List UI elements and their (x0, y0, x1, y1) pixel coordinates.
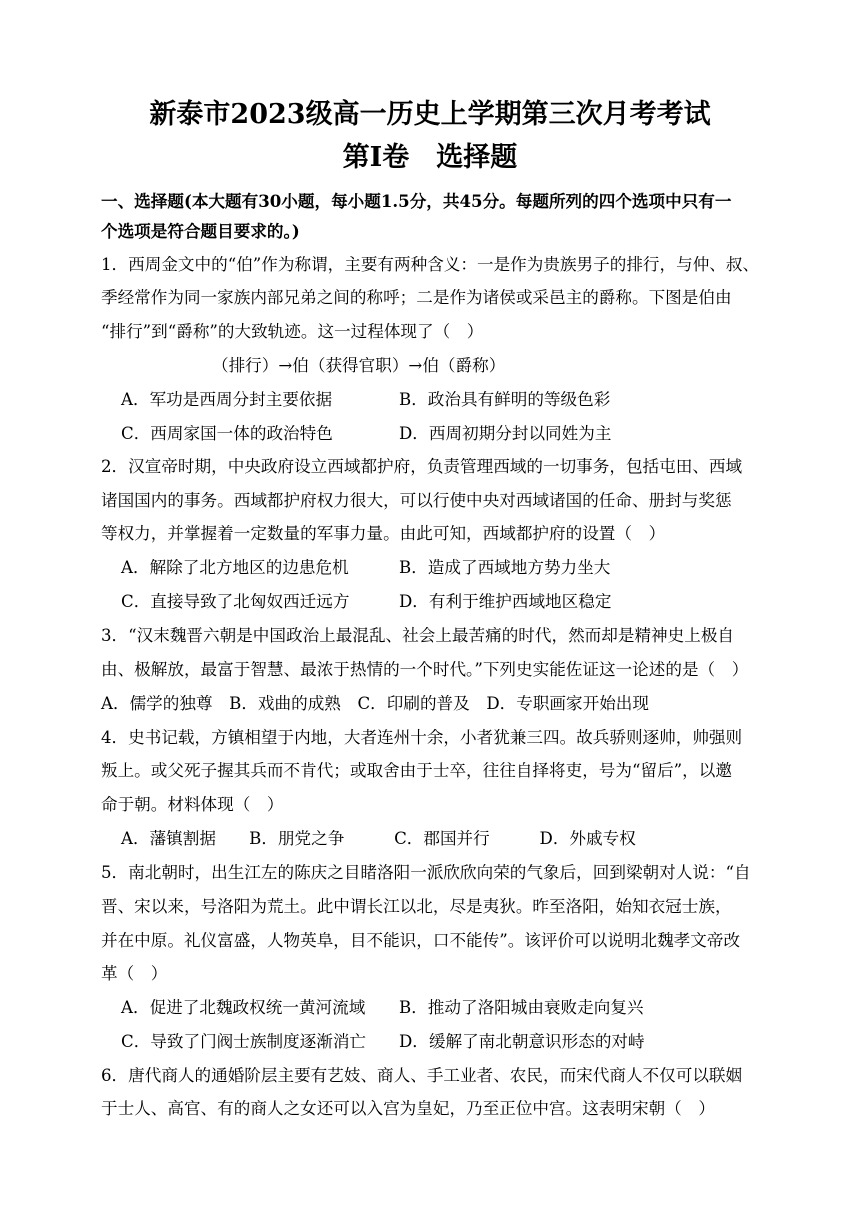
question-2-option-a[interactable]: A．解除了北方地区的边患危机 (121, 558, 349, 577)
question-1-line-2: 季经常作为同一家族内部兄弟之间的称呼；二是作为诸侯或采邑主的爵称。下图是伯由 (101, 288, 732, 307)
question-2-line-1: 2．汉宣帝时期，中央政府设立西域都护府，负责管理西域的一切事务，包括屯田、西域 (101, 457, 743, 476)
question-1-figure: （排行）→伯（获得官职）→伯（爵称） (212, 356, 506, 375)
question-6-line-2: 于士人、高官、有的商人之女还可以入宫为皇妃，乃至正位中宫。这表明宋朝（ ） (101, 1099, 715, 1118)
question-5-option-a[interactable]: A．促进了北魏政权统一黄河流域 (121, 998, 366, 1017)
question-5-options-row-2 (121, 1030, 801, 1054)
question-3-options[interactable]: A．儒学的独尊 B．戏曲的成熟 C．印刷的普及 D．专职画家开始出现 (101, 694, 649, 713)
question-4-options[interactable]: A．藩镇割据 B．朋党之争 C．郡国并行 D．外戚专权 (121, 829, 636, 848)
question-1-option-d[interactable]: D．西周初期分封以同姓为主 (399, 424, 612, 443)
question-2-option-b[interactable]: B．造成了西域地方势力坐大 (399, 558, 611, 577)
question-5-line-1: 5．南北朝时，出生江左的陈庆之目睹洛阳一派欣欣向荣的气象后，回到梁朝对人说：“自 (101, 863, 751, 882)
question-1-options-row-2 (121, 422, 801, 446)
question-2-option-d[interactable]: D．有利于维护西域地区稳定 (399, 592, 612, 611)
question-5-line-4: 革（ ） (101, 964, 168, 983)
question-1-option-b[interactable]: B．政治具有鲜明的等级色彩 (399, 390, 611, 409)
exam-title: 新泰市2023级高一历史上学期第三次月考考试 (149, 99, 711, 130)
section-heading: 第Ⅰ卷 选择题 (342, 142, 518, 173)
question-6-line-1: 6．唐代商人的通婚阶层主要有艺妓、商人、手工业者、农民，而宋代商人不仅可以联姻 (101, 1066, 743, 1085)
question-1-options-row-1 (121, 388, 801, 412)
question-3-line-2: 由、极解放，最富于智慧、最浓于热情的一个时代。”下列史实能佐证这一论述的是（ ） (101, 660, 749, 679)
question-2-line-3: 等权力，并掌握着一定数量的军事力量。由此可知，西域都护府的设置（ ） (101, 524, 666, 543)
question-3-line-1: 3．“汉末魏晋六朝是中国政治上最混乱、社会上最苦痛的时代，然而却是精神史上极自 (101, 626, 735, 645)
question-5-option-d[interactable]: D．缓解了南北朝意识形态的对峙 (399, 1032, 645, 1051)
question-4-line-2: 叛上。或父死子握其兵而不肯代；或取舍由于士卒，往往自择将吏，号为“留后”，以邀 (101, 761, 732, 780)
question-4-line-3: 命于朝。材料体现（ ） (101, 795, 284, 814)
question-4-line-1: 4．史书记载，方镇相望于内地，大者连州十余，小者犹兼三四。故兵骄则逐帅，帅强则 (101, 728, 743, 747)
question-1-option-a[interactable]: A．军功是西周分封主要依据 (121, 390, 333, 409)
question-5-line-3: 并在中原。礼仪富盛，人物英阜，目不能识，口不能传”。该评价可以说明北魏孝文帝改 (101, 931, 741, 950)
question-5-line-2: 晋、宋以来，号洛阳为荒土。此中谓长江以北，尽是夷狄。昨至洛阳，始知衣冠士族， (101, 897, 732, 916)
question-1-line-1: 1．西周金文中的“伯”作为称谓，主要有两种含义：一是作为贵族男子的排行，与仲、叔、 (101, 255, 760, 274)
question-5-option-c[interactable]: C．导致了门阀士族制度逐渐消亡 (121, 1032, 367, 1051)
question-2-option-c[interactable]: C．直接导致了北匈奴西迁远方 (121, 592, 350, 611)
question-2-line-2: 诸国国内的事务。西域都护府权力很大，可以行使中央对西域诸国的任命、册封与奖惩 (101, 491, 732, 510)
question-2-options-row-2 (121, 590, 801, 614)
question-1-option-c[interactable]: C．西周家国一体的政治特色 (121, 424, 333, 443)
question-1-line-3: “排行”到“爵称”的大致轨迹。这一过程体现了（ ） (101, 322, 484, 341)
instructions-line-2: 个选项是符合题目要求的。) (101, 221, 300, 241)
question-2-options-row-1 (121, 556, 801, 580)
instructions-line-1: 一、选择题(本大题有30小题，每小题1.5分，共45分。每题所列的四个选项中只有一 (101, 191, 732, 211)
question-5-options-row-1 (121, 996, 801, 1020)
question-5-option-b[interactable]: B．推动了洛阳城由衰败走向复兴 (399, 998, 644, 1017)
